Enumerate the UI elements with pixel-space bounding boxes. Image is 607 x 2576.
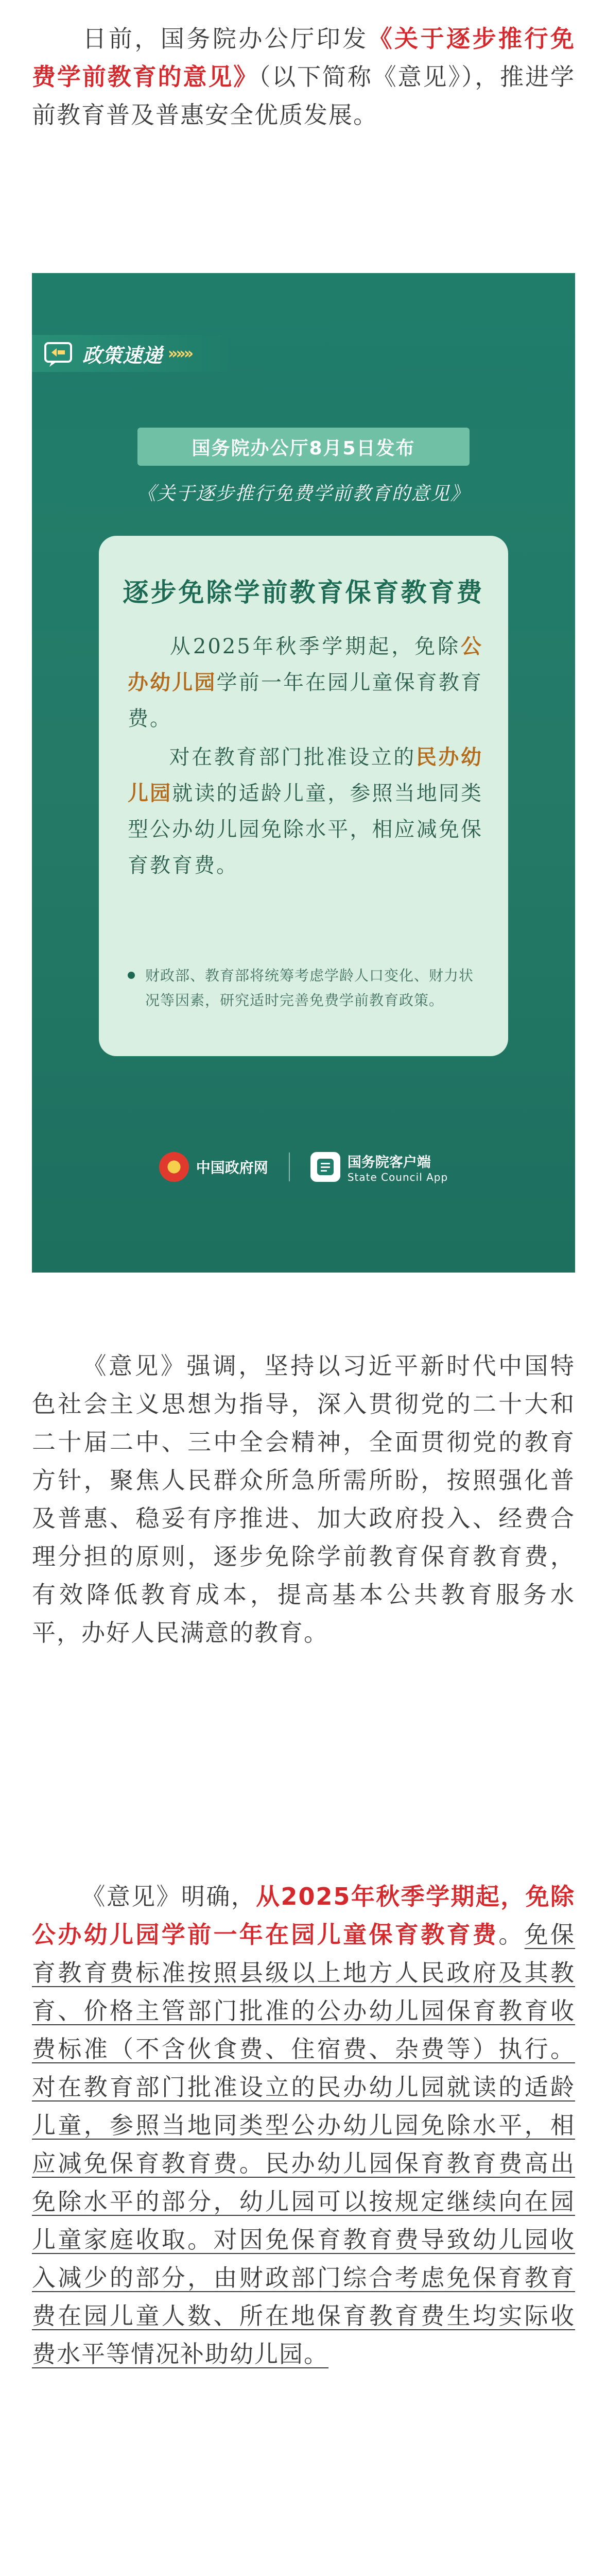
card-point-public — [128, 629, 483, 737]
policy-infographic — [32, 273, 575, 1273]
megaphone-icon — [43, 339, 76, 368]
app-icon — [310, 1152, 340, 1182]
paragraph-guiding-principles-text: 《意见》强调，坚持以习近平新时代中国特色社会主义思想为指导，深入贯彻党的二十大和二十届二中、三中全会精神，全面贯彻党的教育方针，聚焦人民群众所急所需所盼，按照强化普及普惠、稳妥有序推进、加大政府投入、经费合理分担的原则，逐步免除学前教育保育教育费，有效降低教育成本，提高基本公共教育服务水平，办好人民满意的教育。 — [32, 1352, 575, 1647]
fee-exemption-details: 免保育教育费标准按照县级以上地方人民政府及其教育、价格主管部门批准的公办幼儿园保育教育收费标准（不含伙食费、住宿费、杂费等）执行。对在教育部门批准设立的民办幼儿园就读的适龄儿童，参照当地同类型公办幼儿园免除水平，相应减免保育教育费。民办幼儿园保育教育费高出免除水平的部分，幼儿园可以按规定继续向在园儿童家庭收取。对因免保育教育费导致幼儿园收入减少的部分，由财政部门综合考虑免保育教育费在园儿童人数、所在地保育教育费生均实际收费水平等情况补助幼儿园。 — [32, 1921, 576, 2368]
card-heading: 逐步免除学前教育保育教育费 — [123, 577, 484, 607]
card-footnote — [128, 963, 483, 1013]
policy-document-link[interactable]: 《关于逐步推行免费学前教育的意见》 — [32, 25, 576, 91]
gov-site-logo — [159, 1152, 268, 1182]
release-headline: 国务院办公厅8月5日发布 — [137, 428, 470, 466]
card-point-private-text-end: 就读的适龄儿童，参照当地同类型公办幼儿园免除水平，相应减免保育教育费。 — [128, 782, 483, 877]
private-kindergarten-highlight: 民办幼儿园 — [128, 745, 483, 805]
paragraph-fee-exemption-lead: 《意见》明确， — [81, 1883, 256, 1910]
logo-divider — [289, 1153, 290, 1181]
source-logos — [32, 1144, 575, 1190]
bullet-dot-icon — [128, 972, 135, 979]
intro-text-start: 日前，国务院办公厅印发 — [81, 25, 369, 53]
ribbon-label: 政策速递 — [82, 344, 163, 367]
card-footnote-text: 财政部、教育部将统筹考虑学龄人口变化、财力状况等因素，研究适时完善免费学前教育政策。 — [145, 967, 474, 1009]
double-arrow-icon: »»» — [168, 344, 192, 363]
app-glyph-icon — [315, 1157, 336, 1177]
paragraph-guiding-principles — [32, 1347, 575, 1652]
card-point-public-text-end: 学前一年在园儿童保育教育费。 — [128, 671, 483, 731]
public-kindergarten-highlight: 公办幼儿园 — [128, 634, 483, 694]
card-point-public-text: 从2025年秋季学期起，免除 — [169, 635, 461, 658]
paragraph-fee-exemption — [32, 1877, 575, 2373]
gov-site-label: 中国政府网 — [196, 1159, 268, 1176]
state-council-app-logo — [310, 1151, 448, 1183]
intro-text-end: （以下简称《意见》），推进学前教育普及普惠安全优质发展。 — [32, 63, 576, 129]
app-name-en: State Council App — [347, 1171, 448, 1183]
fee-exemption-highlight: 从2025年秋季学期起，免除公办幼儿园学前一年在园儿童保育教育费 — [32, 1883, 576, 1948]
card-point-private-text: 对在教育部门批准设立的 — [169, 745, 416, 769]
national-emblem-icon — [159, 1152, 189, 1182]
policy-summary-card — [99, 536, 508, 1056]
card-point-private — [128, 739, 483, 884]
intro-paragraph — [32, 20, 575, 134]
paragraph-fee-exemption-period: 。 — [498, 1921, 525, 1948]
app-name-cn: 国务院客户端 — [347, 1154, 431, 1171]
policy-express-ribbon — [32, 335, 228, 372]
infographic-doc-title: 《关于逐步推行免费学前教育的意见》 — [137, 483, 470, 504]
